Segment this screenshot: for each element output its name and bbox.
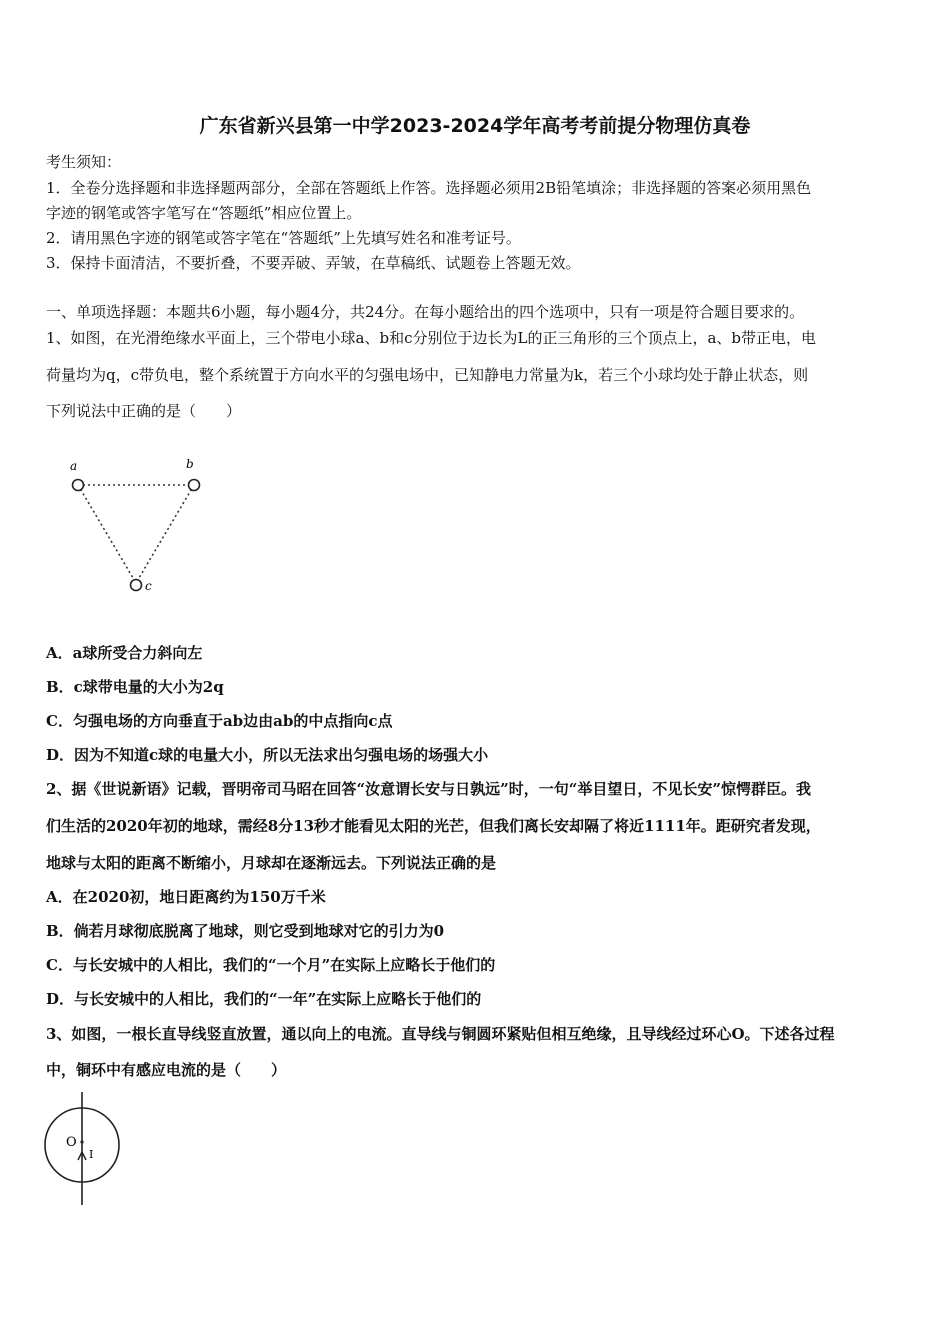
label-center-o: O [66,1135,77,1150]
q2-option-b: B．倘若月球彻底脱离了地球，则它受到地球对它的引力为0 [46,922,445,940]
q2-line-3: 地球与太阳的距离不断缩小，月球却在逐渐远去。下列说法正确的是 [46,854,497,872]
q2-line-1: 2、据《世说新语》记载，晋明帝司马昭在回答“汝意谓长安与日孰远”时，一句“举目望日，不见长安”惊愕群臣。我 [46,780,811,798]
q1-line-1: 1、如图，在光滑绝缘水平面上，三个带电小球a、b和c分别位于边长为L的正三角形的三个顶点上，a、b带正电，电 [46,329,817,347]
ball-a [73,480,84,491]
q1-line-2: 荷量均为q，c带负电，整个系统置于方向水平的匀强电场中，已知静电力常量为k，若三个小球均处于静止状态，则 [46,366,809,384]
page-title: 广东省新兴县第一中学2023-2024学年高考考前提分物理仿真卷 [199,115,751,137]
q1-line-3: 下列说法中正确的是（ ） [46,402,242,420]
q2-option-c: C．与长安城中的人相比，我们的“一个月”在实际上应略长于他们的 [46,956,496,974]
ball-b [189,480,200,491]
notice-item-1-cont: 字迹的钢笔或答字笔写在“答题纸”相应位置上。 [46,204,362,222]
q3-ring-figure [40,1090,130,1210]
q2-line-2: 们生活的2020年初的地球，需经8分13秒才能看见太阳的光芒，但我们离长安却隔了将近1111年。距研究者发现， [46,817,821,835]
edge-ac [78,485,136,583]
label-current-i: I [89,1148,94,1161]
notice-heading: 考生须知： [46,153,122,171]
q1-option-c: C．匀强电场的方向垂直于ab边由ab的中点指向c点 [46,712,393,730]
q1-option-a: A．a球所受合力斜向左 [46,644,203,662]
notice-item-1: 1．全卷分选择题和非选择题两部分，全部在答题纸上作答。选择题必须用2B铅笔填涂；非选择题的答案必须用黑色 [46,179,812,197]
q1-option-b: B．c球带电量的大小为2q [46,678,224,696]
q1-triangle-figure [60,450,220,610]
q2-option-a: A．在2020初，地日距离约为150万千米 [46,888,326,906]
notice-item-3: 3．保持卡面清洁，不要折叠，不要弄破、弄皱，在草稿纸、试题卷上答题无效。 [46,254,581,272]
ball-c [131,580,142,591]
q3-line-2: 中，铜环中有感应电流的是（ ） [46,1061,287,1079]
label-c: c [145,579,152,593]
ring-center-dot [80,1140,83,1143]
edge-bc [136,485,194,583]
q2-option-d: D．与长安城中的人相比，我们的“一年”在实际上应略长于他们的 [46,990,482,1008]
section-heading: 一、单项选择题：本题共6小题，每小题4分，共24分。在每小题给出的四个选项中，只有一项是符合题目要求的。 [46,303,805,321]
label-a: a [70,459,78,473]
label-b: b [186,457,194,471]
q1-option-d: D．因为不知道c球的电量大小，所以无法求出匀强电场的场强大小 [46,746,489,764]
q3-line-1: 3、如图，一根长直导线竖直放置，通以向上的电流。直导线与铜圆环紧贴但相互绝缘，且导线经过环心O。下述各过程 [46,1025,835,1043]
notice-item-2: 2．请用黑色字迹的钢笔或答字笔在“答题纸”上先填写姓名和准考证号。 [46,229,521,247]
